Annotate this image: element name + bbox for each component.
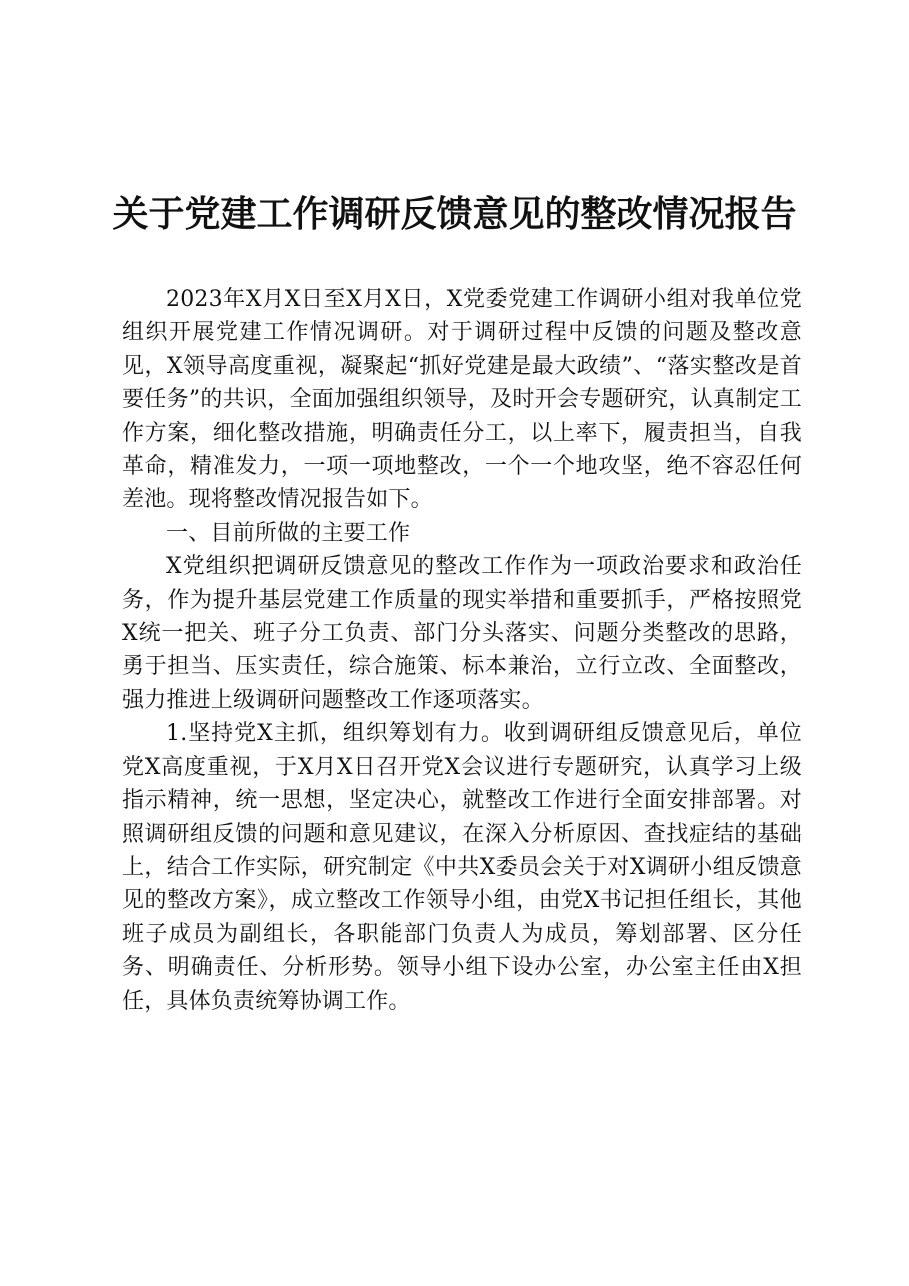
section-paragraph: X党组织把调研反馈意见的整改工作作为一项政治要求和政治任务，作为提升基层党建工作质量的现实举措和重要抓手，严格按照党X统一把关、班子分工负责、部门分头落实、问题分类整改的思路，勇于担当、压实责任，综合施策、标本兼治，立行立改、全面整改，强力推进上级调研问题整改工作逐项落实。 bbox=[122, 554, 802, 713]
document-title: 关于党建工作调研反馈意见的整改情况报告 bbox=[112, 193, 797, 235]
intro-paragraph: 2023年X月X日至X月X日，X党委党建工作调研小组对我单位党组织开展党建工作情况调研。对于调研过程中反馈的问题及整改意见，X领导高度重视，凝聚起“抓好党建是最大政绩”、“落实整改是首要任务”的共识，全面加强组织领导，及时开会专题研究，认真制定工作方案，细化整改措施，明确责任分工，以上率下，履责担当，自我革命，精准发力，一项一项地整改，一个一个地攻坚，绝不容忍任何差池。现将整改情况报告如下。 bbox=[122, 287, 802, 513]
document-body bbox=[122, 283, 802, 1018]
item-paragraph: 1.坚持党X主抓，组织筹划有力。收到调研组反馈意见后，单位党X高度重视，于X月X日召开党X会议进行专题研究，认真学习上级指示精神，统一思想，坚定决心，就整改工作进行全面安排部署。对照调研组反馈的问题和意见建议，在深入分析原因、查找症结的基础上，结合工作实际，研究制定《中共X委员会关于对X调研小组反馈意见的整改方案》，成立整改工作领导小组，由党X书记担任组长，其他班子成员为副组长，各职能部门负责人为成员，筹划部署、区分任务、明确责任、分析形势。领导小组下设办公室，办公室主任由X担任，具体负责统筹协调工作。 bbox=[122, 721, 802, 1014]
section-heading: 一、目前所做的主要工作 bbox=[166, 520, 411, 546]
